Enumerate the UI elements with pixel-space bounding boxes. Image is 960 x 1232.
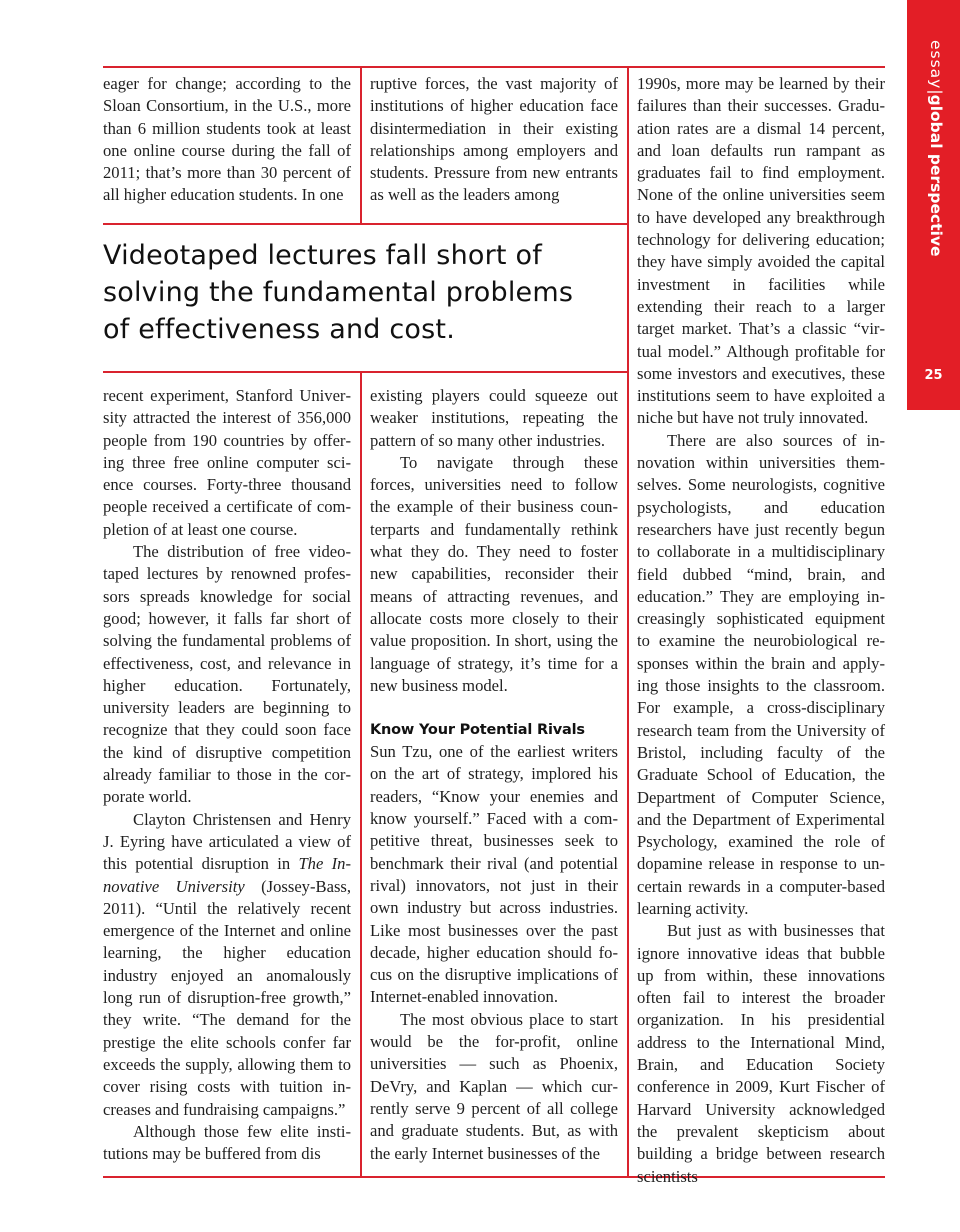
body-paragraph: The distribution of free videotaped lectures by renowned professors spreads knowledge for social good; however, it falls far short of solving the fundamental problems of effectiveness, cost, and relevance in higher education. Fortunately, university leaders are beginning to recognize that they could soon face the kind of disruptive competition already familiar to those in the corporate world. <box>103 542 351 807</box>
column-divider-2 <box>627 66 629 1178</box>
section-label-separator: | <box>927 89 945 95</box>
column-1-bottom <box>103 385 351 1165</box>
body-paragraph: ruptive forces, the vast majority of institutions of higher education face disintermediation in their existing relationships among employers and students. Pressure from new entrants as well as the leaders among <box>370 74 618 205</box>
body-paragraph: To navigate through these forces, universities need to follow the example of their business counterparts and fundamentally rethink what they do. They need to foster new capabilities, reconsider their means of attracting revenues, and allocate costs more closely to their value proposition. In short, using the language of strategy, it’s time for a new business model. <box>370 452 618 695</box>
section-label <box>925 40 945 270</box>
section-tab <box>907 0 960 410</box>
column-2-top <box>370 73 618 207</box>
pullquote-bottom-rule <box>103 371 628 373</box>
paragraph-text: Clayton Christensen and Henry J. Eyring have articulated a view of this potential disruption in <box>103 809 351 874</box>
column-1-top <box>103 73 351 207</box>
top-rule <box>103 66 885 68</box>
body-paragraph: Sun Tzu, one of the earliest writers on the art of strategy, implored his readers, “Know your enemies and know yourself.” Faced with a competitive threat, businesses seek to benchmark their rival (and potential rival) innovators, not just in their own industry but across industries. Like most businesses over the past decade, higher education should focus on the disruptive implications of Internet-enabled innovation. <box>370 742 618 1007</box>
body-paragraph: eager for change; according to the Sloan Consortium, in the U.S., more than 6 million students took at least one online course during the fall of 2011; that’s more than 30 percent of all higher education students. In one <box>103 74 351 205</box>
paragraph-text: (Jossey-Bass, 2011). “Until the relatively recent emergence of the Internet and online learning, the higher education industry enjoyed an anomalously long run of disruption-free growth,” they write. “The demand for the prestige the elite schools confer far exceeds the supply, allowing them to cover rising costs with tuition increases and fundraising campaigns.” <box>103 876 352 1119</box>
page-number: 25 <box>924 368 943 383</box>
body-paragraph: Although those few elite institutions may be buffered from dis <box>103 1121 351 1164</box>
section-label-essay: essay <box>927 40 945 90</box>
column-2-bottom <box>370 385 618 1165</box>
pull-quote: Videotaped lectures fall short of solving the fundamental problems of effectiveness and cost. <box>103 240 574 345</box>
body-paragraph: existing players could squeeze out weaker institutions, repeating the pattern of so many other industries. <box>370 386 618 450</box>
body-paragraph: The most obvious place to start would be the for-profit, online universities — such as Phoenix, DeVry, and Kaplan — which currently serve 9 percent of all college and graduate students. But, as with the early Internet businesses of the <box>370 1009 618 1163</box>
pullquote-top-rule <box>103 223 628 225</box>
section-subheading: Know Your Potential Rivals <box>370 722 585 739</box>
body-paragraph: But just as with businesses that ignore innovative ideas that bubble up from within, these innovations often fail to interest the broader organization. In his presidential address to the International Mind, Brain, and Education Society conference in 2009, Kurt Fischer of Harvard University acknowledged the prevalent skepticism about building a bridge between research scientists <box>637 921 885 1186</box>
column-3 <box>637 73 885 1188</box>
column-divider-1-top <box>360 66 362 225</box>
body-paragraph: There are also sources of innovation within universities themselves. Some neurologists, cognitive psychologists, and education researchers have just recently begun to collaborate in a multidisciplinary field dubbed “mind, brain, and education.” They are employing increasingly sophisticated equipment to examine the neurobiological responses within the brain and applying those insights to the classroom. For example, a cross-disciplinary research team from the University of Bristol, including faculty of the Graduate School of Education, the Department of Computer Science, and the Department of Experimental Psychology, examined the role of dopamine release in response to uncertain rewards in a computer-based learning activity. <box>637 430 885 918</box>
body-paragraph: 1990s, more may be learned by their failures than their successes. Graduation rates are a dismal 14 percent, and loan defaults run rampant as graduates fail to find employment. None of the online universities seem to have developed any breakthrough technology for delivering education; they have simply avoided the capital investment in facilities while extending their reach to a larger target market. That’s a classic “virtual model.” Although profitable for some investors and executives, these institutions seem to have exploited a niche but have not truly innovated. <box>637 74 885 428</box>
column-divider-1-bottom <box>360 371 362 1178</box>
body-paragraph: recent experiment, Stanford University attracted the interest of 356,000 people from 190 countries by offering three free online computer science courses. Forty-three thousand people received a certificate of completion of at least one course. <box>103 386 351 539</box>
body-paragraph <box>103 809 351 1121</box>
section-label-global-perspective: global perspective <box>927 94 945 257</box>
book-title: The Innovative University <box>103 854 351 896</box>
